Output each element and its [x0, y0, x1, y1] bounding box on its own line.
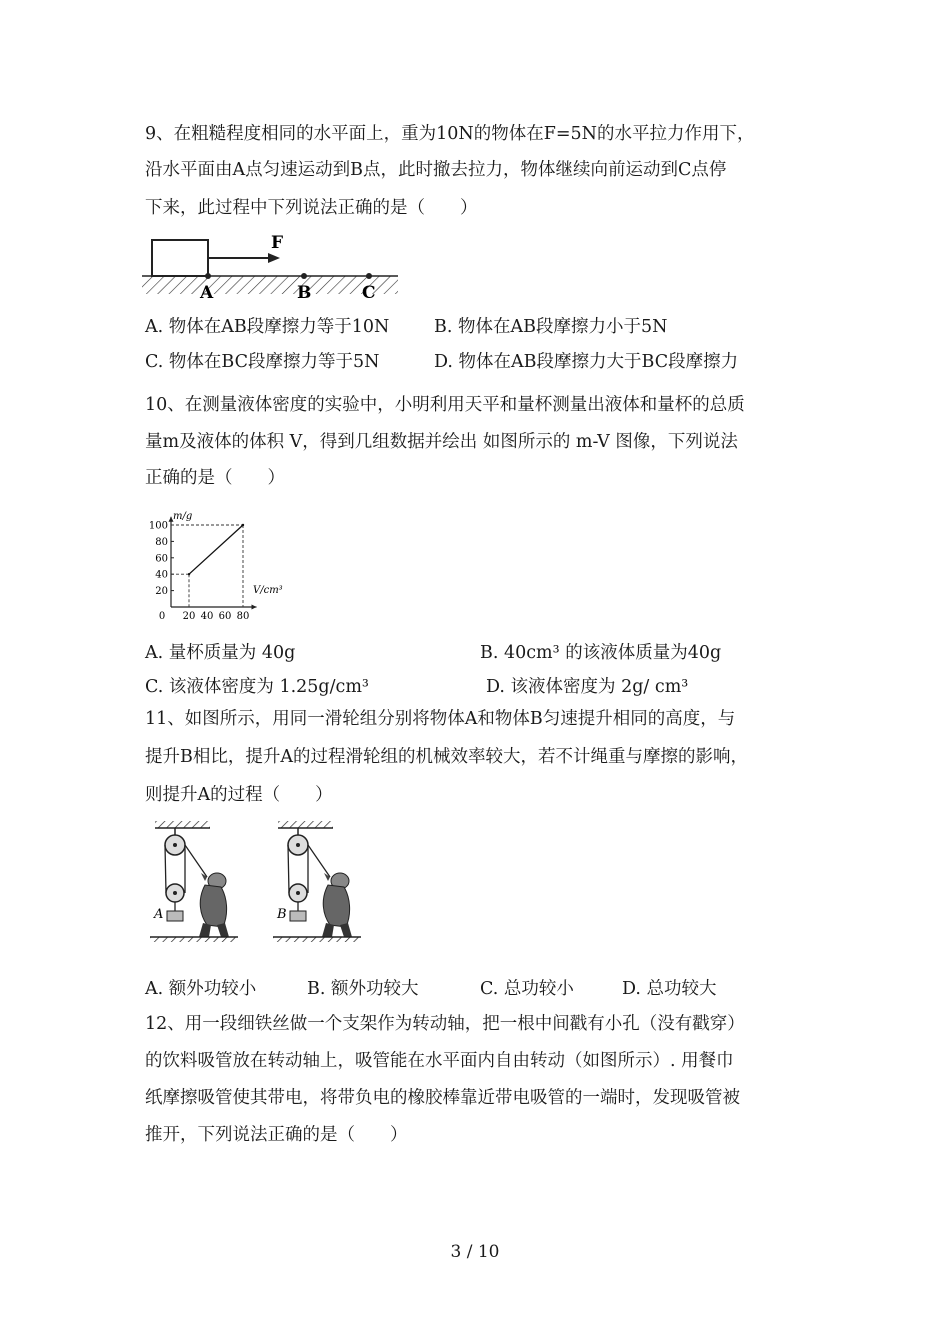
q12-line-3: 纸摩擦吸管使其带电，将带负电的橡胶棒靠近带电吸管的一端时，发现吸管被 [145, 1088, 740, 1108]
x-tick-label: 60 [218, 611, 232, 620]
x-tick-label: 20 [182, 611, 196, 620]
pulley-label-a: A [154, 907, 164, 922]
q10-option-d: D. 该液体密度为 2g/ cm³ [486, 677, 689, 697]
x-tick-label: 40 [200, 611, 214, 620]
x-tick-label: 0 [158, 611, 166, 620]
q9-option-b: B. 物体在AB段摩擦力小于5N [434, 317, 668, 337]
q12-line-2: 的饮料吸管放在转动轴上，吸管能在水平面内自由转动（如图所示）. 用餐巾 [145, 1051, 734, 1071]
force-arrow-head [268, 253, 280, 263]
pulley-system-a [150, 821, 238, 942]
q9-option-a: A. 物体在AB段摩擦力等于10N [145, 317, 390, 337]
label-b: B [297, 283, 312, 300]
q10-line-2: 量m及液体的体积 V，得到几组数据并绘出 如图所示的 m-V 图像，下列说法 [145, 432, 738, 452]
point-a [205, 273, 211, 279]
y-tick-label: 40 [155, 569, 168, 581]
q10-option-a: A. 量杯质量为 40g [145, 643, 296, 663]
q11-line-1: 11、如图所示，用同一滑轮组分别将物体A和物体B匀速提升相同的高度，与 [145, 709, 736, 729]
q10-option-c: C. 该液体密度为 1.25g/cm³ [145, 677, 369, 697]
y-tick-label: 60 [155, 553, 168, 565]
point-b [301, 273, 307, 279]
q9-option-c: C. 物体在BC段摩擦力等于5N [145, 352, 380, 372]
y-axis-label: m/g [173, 510, 193, 522]
q11-figure [145, 815, 375, 950]
q10-line-3: 正确的是（ ） [145, 468, 285, 488]
q9-line-2: 沿水平面由A点匀速运动到B点，此时撤去拉力，物体继续向前运动到C点停 [145, 160, 727, 180]
pulley-system-b [273, 821, 361, 942]
ground-hatch [142, 276, 398, 294]
q11-option-a: A. 额外功较小 [145, 979, 257, 999]
q12-line-4: 推开，下列说法正确的是（ ） [145, 1125, 408, 1145]
x-tick-label: 80 [236, 611, 250, 620]
q9-line-3: 下来，此过程中下列说法正确的是（ ） [145, 198, 478, 218]
q9-line-1: 9、在粗糙程度相同的水平面上，重为10N的物体在F=5N的水平拉力作用下， [145, 124, 755, 144]
data-point-start [188, 573, 190, 575]
label-c: C [362, 283, 376, 300]
data-line [189, 525, 243, 574]
q12-line-1: 12、用一段细铁丝做一个支架作为转动轴，把一根中间戳有小孔（没有戳穿） [145, 1014, 745, 1034]
mv-chart [145, 500, 320, 620]
force-label: F [271, 233, 284, 253]
y-tick-label: 80 [155, 536, 168, 548]
q10-line-1: 10、在测量液体密度的实验中，小明利用天平和量杯测量出液体和量杯的总质 [145, 395, 745, 415]
q11-option-c: C. 总功较小 [480, 979, 574, 999]
pulley-label-b: B [277, 907, 287, 922]
q11-line-3: 则提升A的过程（ ） [145, 785, 333, 805]
q10-option-b: B. 40cm³ 的该液体质量为40g [480, 643, 722, 663]
block [152, 240, 208, 276]
q11-line-2: 提升B相比，提升A的过程滑轮组的机械效率较大，若不计绳重与摩擦的影响， [145, 747, 748, 767]
label-a: A [200, 283, 214, 300]
y-tick-label: 100 [148, 520, 168, 532]
page-number: 3 / 10 [450, 1242, 500, 1262]
x-axis-arrow [252, 605, 257, 610]
q11-option-b: B. 额外功较大 [307, 979, 419, 999]
q9-figure [140, 232, 402, 300]
x-axis-label: V/cm³ [253, 585, 283, 596]
data-point-end [242, 524, 244, 526]
q9-option-d: D. 物体在AB段摩擦力大于BC段摩擦力 [434, 352, 739, 372]
y-tick-label: 20 [155, 586, 168, 598]
q11-option-d: D. 总功较大 [622, 979, 717, 999]
point-c [366, 273, 372, 279]
